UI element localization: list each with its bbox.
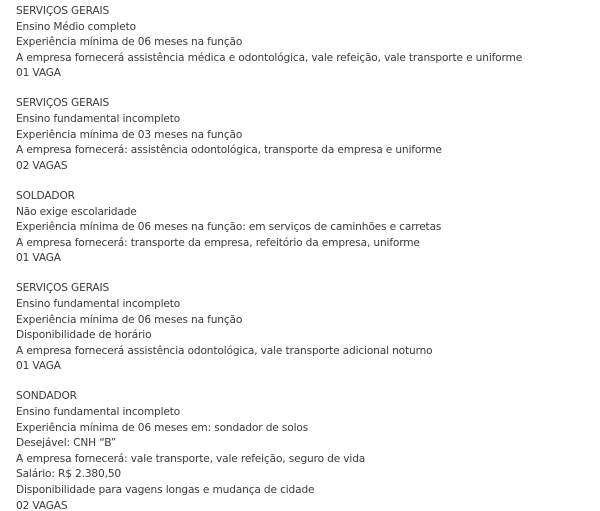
job-education: Ensino fundamental incompleto (16, 406, 181, 419)
job-title: SERVIÇOS GERAIS (16, 282, 110, 295)
job-desirable: Desejável: CNH “B” (16, 437, 117, 450)
job-listing (16, 189, 596, 267)
job-experience: Experiência mínima de 03 meses na função (16, 128, 243, 141)
job-benefits: A empresa fornecerá: vale transporte, vale refeição, seguro de vida (16, 452, 366, 465)
job-openings: 01 VAGA (16, 252, 61, 265)
job-experience: Experiência mínima de 06 meses na função: em serviços de caminhões e carretas (16, 221, 442, 234)
job-experience: Experiência mínima de 06 meses em: sondador de solos (16, 421, 309, 434)
job-title: SERVIÇOS GERAIS (16, 5, 110, 17)
job-title: SOLDADOR (16, 189, 75, 202)
job-education: Ensino fundamental incompleto (16, 113, 181, 126)
job-benefits: A empresa fornecerá: transporte da empresa, refeitório da empresa, uniforme (16, 236, 420, 249)
job-benefits: A empresa fornecerá assistência médica e odontológica, vale refeição, vale transporte e uniforme (16, 51, 523, 64)
job-openings: 02 VAGAS (16, 499, 68, 511)
job-openings: 01 VAGA (16, 360, 61, 373)
job-schedule: Disponibilidade de horário (16, 329, 152, 342)
job-salary: Salário: R$ 2.380,50 (16, 468, 122, 481)
job-listing (16, 96, 596, 174)
job-education: Ensino fundamental incompleto (16, 298, 181, 310)
job-availability: Disponibilidade para vagens longas e mudança de cidade (16, 484, 315, 497)
job-experience: Experiência mínima de 06 meses na função (16, 36, 243, 49)
job-listing (16, 389, 596, 511)
job-education: Não exige escolaridade (16, 205, 137, 218)
job-benefits: A empresa fornecerá: assistência odontológica, transporte da empresa e uniforme (16, 144, 442, 157)
job-openings: 01 VAGA (16, 67, 61, 80)
job-listing (16, 4, 596, 82)
job-listing (16, 281, 596, 375)
job-benefits: A empresa fornecerá assistência odontológica, vale transporte adicional noturno (16, 344, 433, 357)
job-title: SERVIÇOS GERAIS (16, 97, 110, 110)
job-openings: 02 VAGAS (16, 159, 68, 172)
job-experience: Experiência mínima de 06 meses na função (16, 313, 243, 326)
job-education: Ensino Médio completo (16, 20, 136, 33)
job-listings (16, 4, 596, 511)
job-title: SONDADOR (16, 390, 77, 403)
